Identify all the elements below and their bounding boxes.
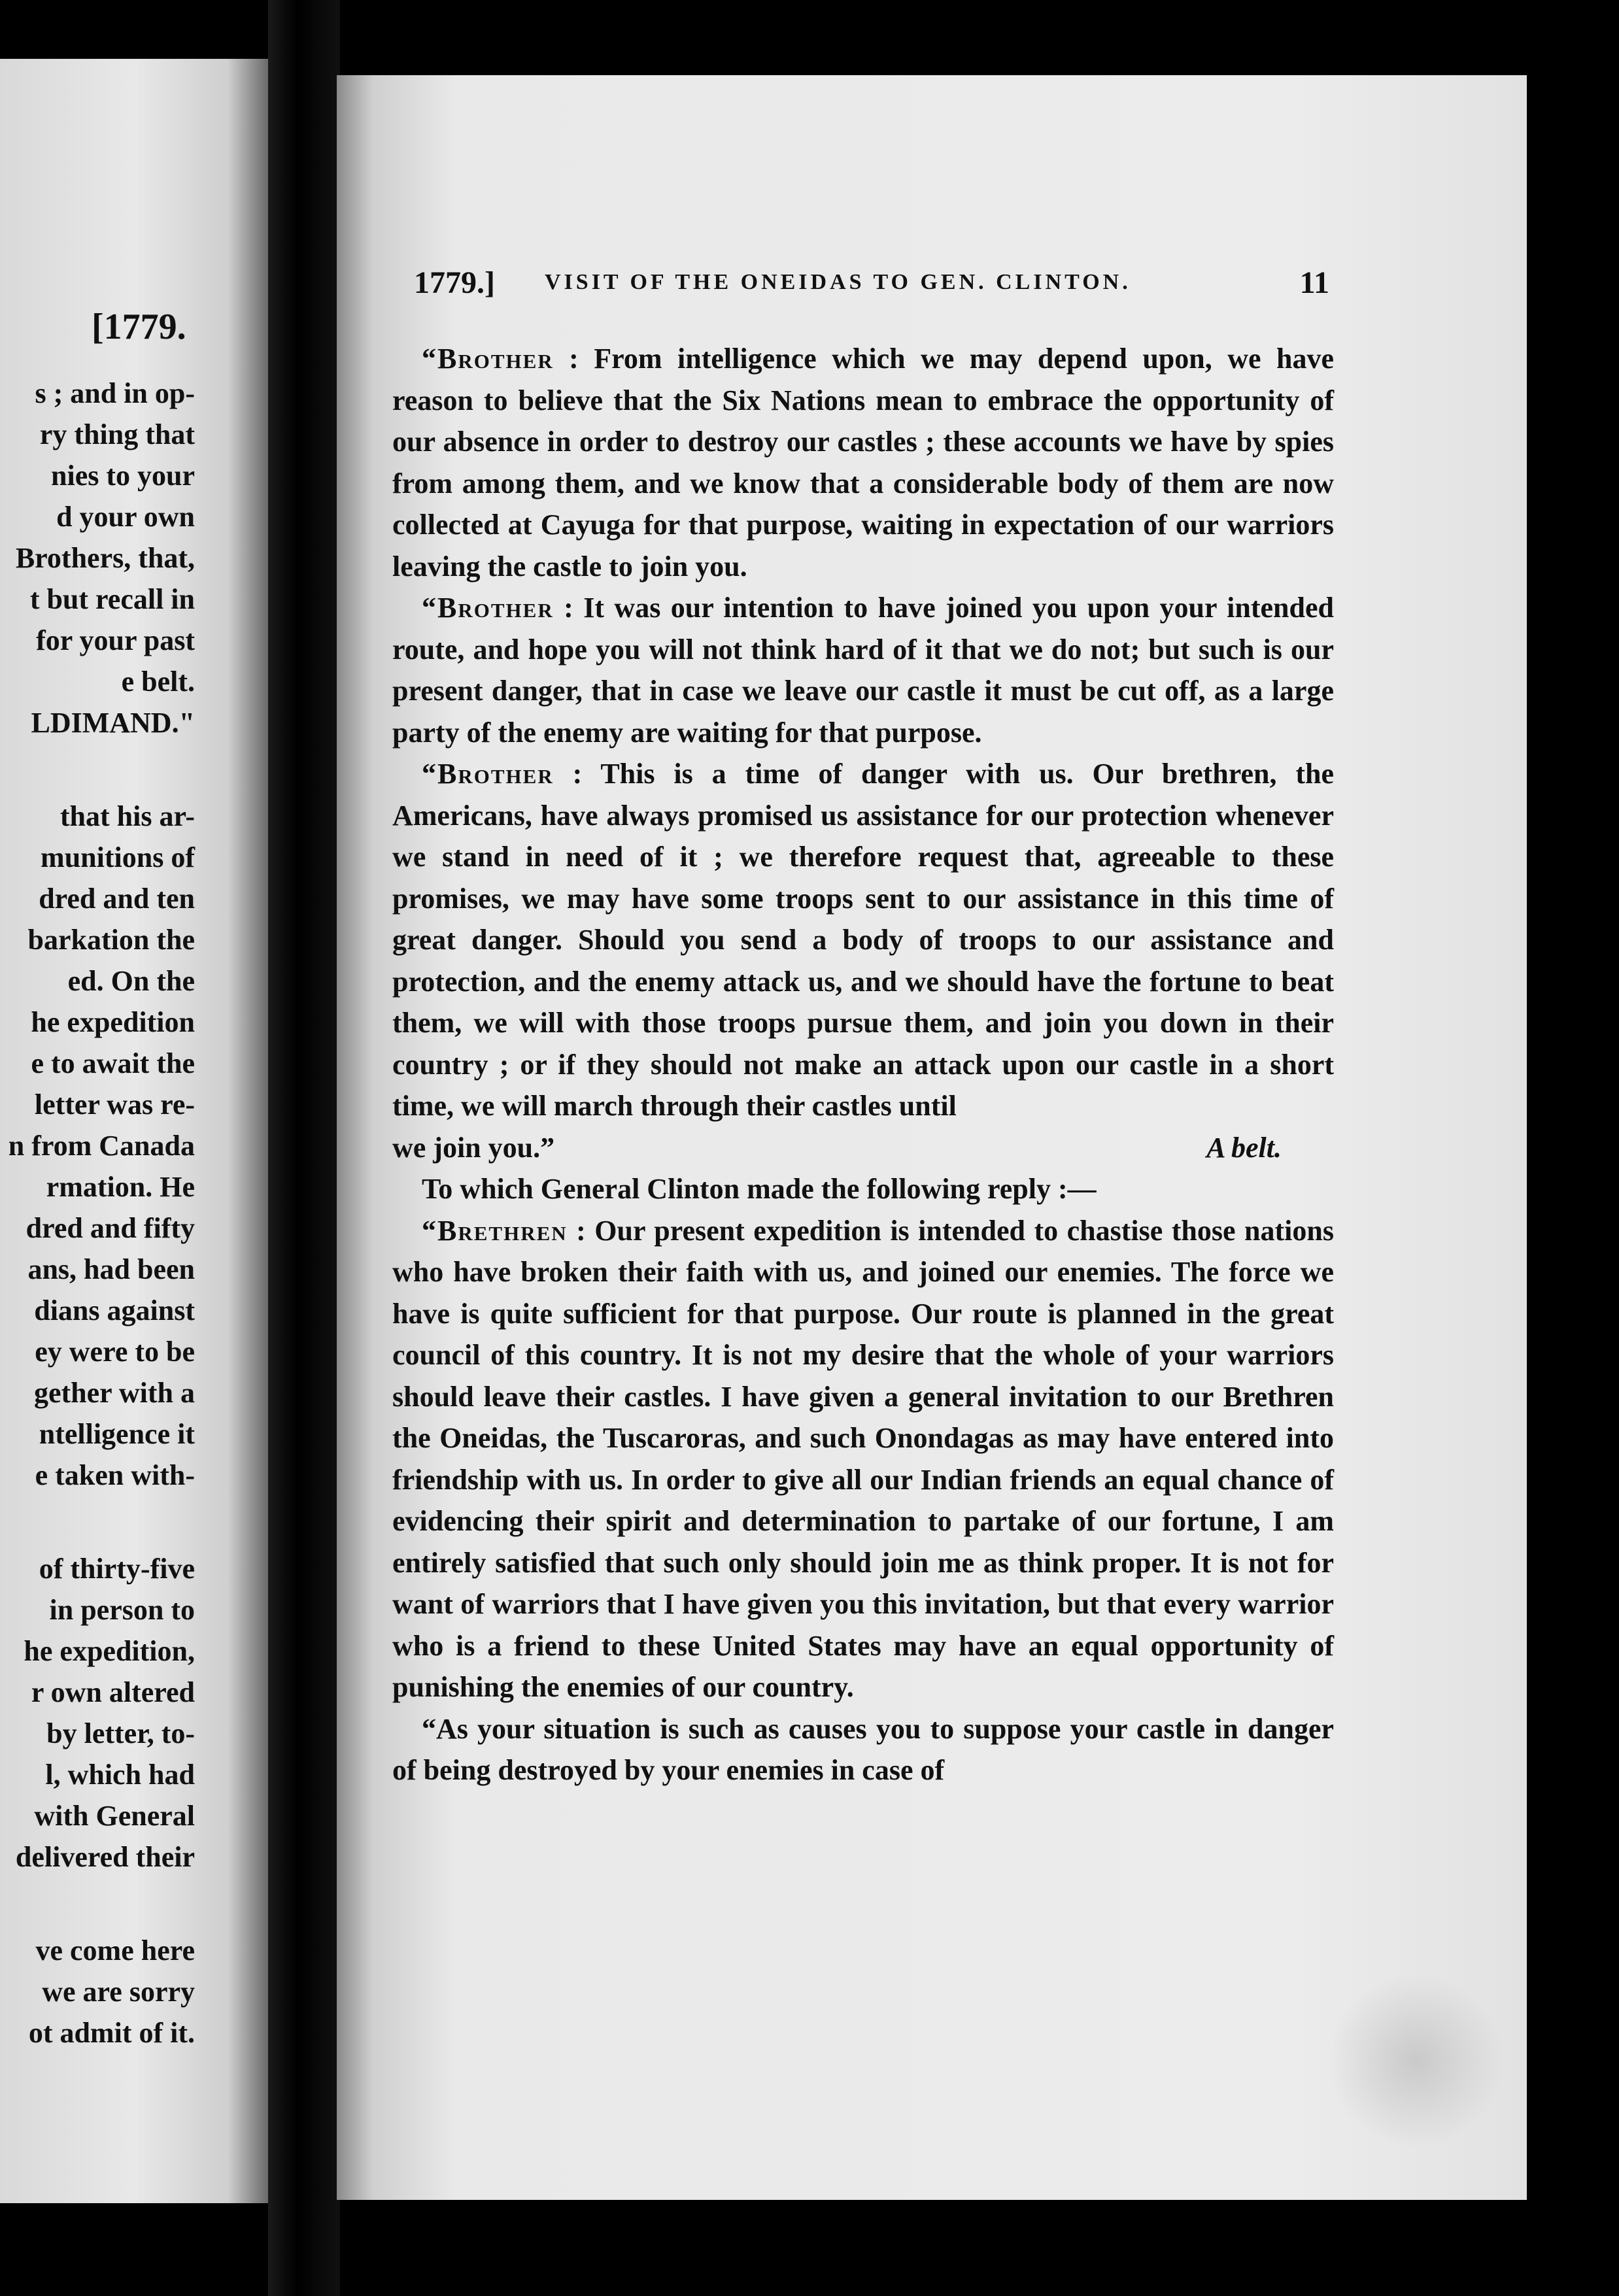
- left-page-line: ans, had been: [27, 1253, 195, 1285]
- left-page-line: of thirty-five: [39, 1553, 195, 1585]
- left-page-line: dred and fifty: [26, 1212, 195, 1244]
- paragraph-lead: “Brethren: [422, 1214, 568, 1247]
- left-page-line: d your own: [56, 501, 195, 533]
- left-page-line: t but recall in: [29, 583, 195, 615]
- page-year: 1779.]: [414, 265, 495, 300]
- left-page-line: e taken with-: [35, 1459, 195, 1491]
- left-page-line: r own altered: [31, 1676, 195, 1708]
- left-page-line: ed. On the: [67, 965, 195, 997]
- left-page-line: barkation the: [27, 924, 195, 956]
- paragraph-text: : It was our intention to have joined you upon your intended route, and hope you will not think hard of it that we do not; but such is our present danger, that in case we leave our castle it must be cut off, as a large party of the enemy are waiting for that purpose.: [392, 592, 1334, 749]
- left-page-line: ry thing that: [39, 418, 195, 450]
- left-page-line: ntelligence it: [39, 1418, 195, 1450]
- left-page-line: rmation. He: [46, 1171, 195, 1203]
- closing-text: we join you.”: [392, 1131, 555, 1164]
- left-page-gap: [0, 1496, 195, 1548]
- left-page-line: n from Canada: [8, 1130, 195, 1162]
- left-page-line: that his ar-: [60, 800, 195, 832]
- left-page-line: Brothers, that,: [15, 542, 195, 574]
- left-page-text: [0, 373, 195, 2053]
- left-page-line: ey were to be: [35, 1336, 195, 1368]
- left-page: [0, 59, 268, 2203]
- page-number: 11: [1299, 265, 1329, 300]
- left-page-line: ot admit of it.: [28, 2017, 195, 2049]
- paragraph: [392, 338, 1334, 587]
- paragraph-lead: “Brother: [422, 343, 554, 375]
- left-page-line: by letter, to-: [46, 1717, 195, 1749]
- left-page-line: dians against: [34, 1294, 195, 1326]
- left-page-line: he expedition: [31, 1006, 195, 1038]
- reply-intro-text: To which General Clinton made the following reply :—: [422, 1173, 1097, 1205]
- left-page-line: LDIMAND.": [31, 707, 195, 739]
- paragraph-lead: “Brother: [422, 758, 554, 790]
- left-page-line: he expedition,: [24, 1635, 195, 1667]
- left-page-line: for your past: [36, 624, 195, 656]
- paragraph-text: : This is a time of danger with us. Our brethren, the Americans, have always promised us assistance for our protection whenever we stand in need of it ; we therefore request that, agreeable to these promises, we may have some troops sent to our assistance in this time of great danger. Should you send a body of troops to our assistance and protection, and the enemy attack us, and we should have the fortune to beat them, we will with those troops pursue them, and join you down in their country ; or if they should not make an attack upon our castle in a short time, we will march through their castles until: [392, 758, 1334, 1122]
- left-page-line: l, which had: [45, 1759, 195, 1791]
- closing-sign: A belt.: [1206, 1131, 1282, 1164]
- left-page-line: s ; and in op-: [35, 377, 195, 409]
- left-page-line: e belt.: [121, 666, 195, 698]
- paragraph-lead: “Brother: [422, 592, 554, 624]
- paragraph: [392, 1210, 1334, 1708]
- closing-line: [392, 1127, 1334, 1169]
- left-page-line: letter was re-: [34, 1089, 195, 1121]
- paragraph: [392, 753, 1334, 1127]
- left-page-gap: [0, 1878, 195, 1930]
- paragraph-text: : Our present expedition is intended to chastise those nations who have broken their faith with us, and joined our enemies. The force we have is quite sufficient for that purpose. Our route is planned in the great council of this country. It is not my desire that the whole of your warriors should leave their castles. I have given a general invitation to our Brethren the Oneidas, the Tuscaroras, and such Onondagas as may have entered into friendship with us. In order to give all our Indian friends an equal chance of evidencing their spirit and determination to partake of our fortune, I am entirely satisfied that such only should join me as think proper. It is not for want of warriors that I have given you this invitation, but that every warrior who is a friend to these United States may have an equal opportunity of punishing the enemies of our country.: [392, 1214, 1334, 1703]
- left-page-line: munitions of: [41, 841, 195, 873]
- left-page-gap: [0, 743, 195, 796]
- left-page-line: in person to: [49, 1594, 195, 1626]
- left-page-line: we are sorry: [42, 1976, 195, 2008]
- reply-intro: [392, 1168, 1334, 1210]
- left-page-line: ve come here: [35, 1934, 195, 1967]
- left-page-line: dred and ten: [39, 883, 195, 915]
- left-page-line: delivered their: [15, 1841, 195, 1873]
- running-title: VISIT OF THE ONEIDAS TO GEN. CLINTON.: [545, 270, 1131, 294]
- paragraph: [392, 587, 1334, 753]
- left-page-line: nies to your: [51, 460, 195, 492]
- book-gutter: [268, 0, 340, 2296]
- paragraph-text: “As your situation is such as causes you to suppose your castle in danger of being destroyed by your enemies in case of: [392, 1712, 1334, 1786]
- paragraph: [392, 1708, 1334, 1791]
- left-page-line: gether with a: [33, 1377, 195, 1409]
- left-page-line: e to await the: [31, 1047, 195, 1079]
- left-running-head: [1779.: [92, 307, 186, 347]
- paragraph-text: : From intelligence which we may depend upon, we have reason to believe that the Six Nations mean to embrace the opportunity of our absence in order to destroy our castles ; these accounts we have by spies from among them, and we know that a considerable body of them are now collected at Cayuga for that purpose, waiting in expectation of our warriors leaving the castle to join you.: [392, 343, 1334, 582]
- page-stain: [1331, 1969, 1501, 2152]
- left-page-line: with General: [34, 1800, 195, 1832]
- body-text: [392, 338, 1334, 1791]
